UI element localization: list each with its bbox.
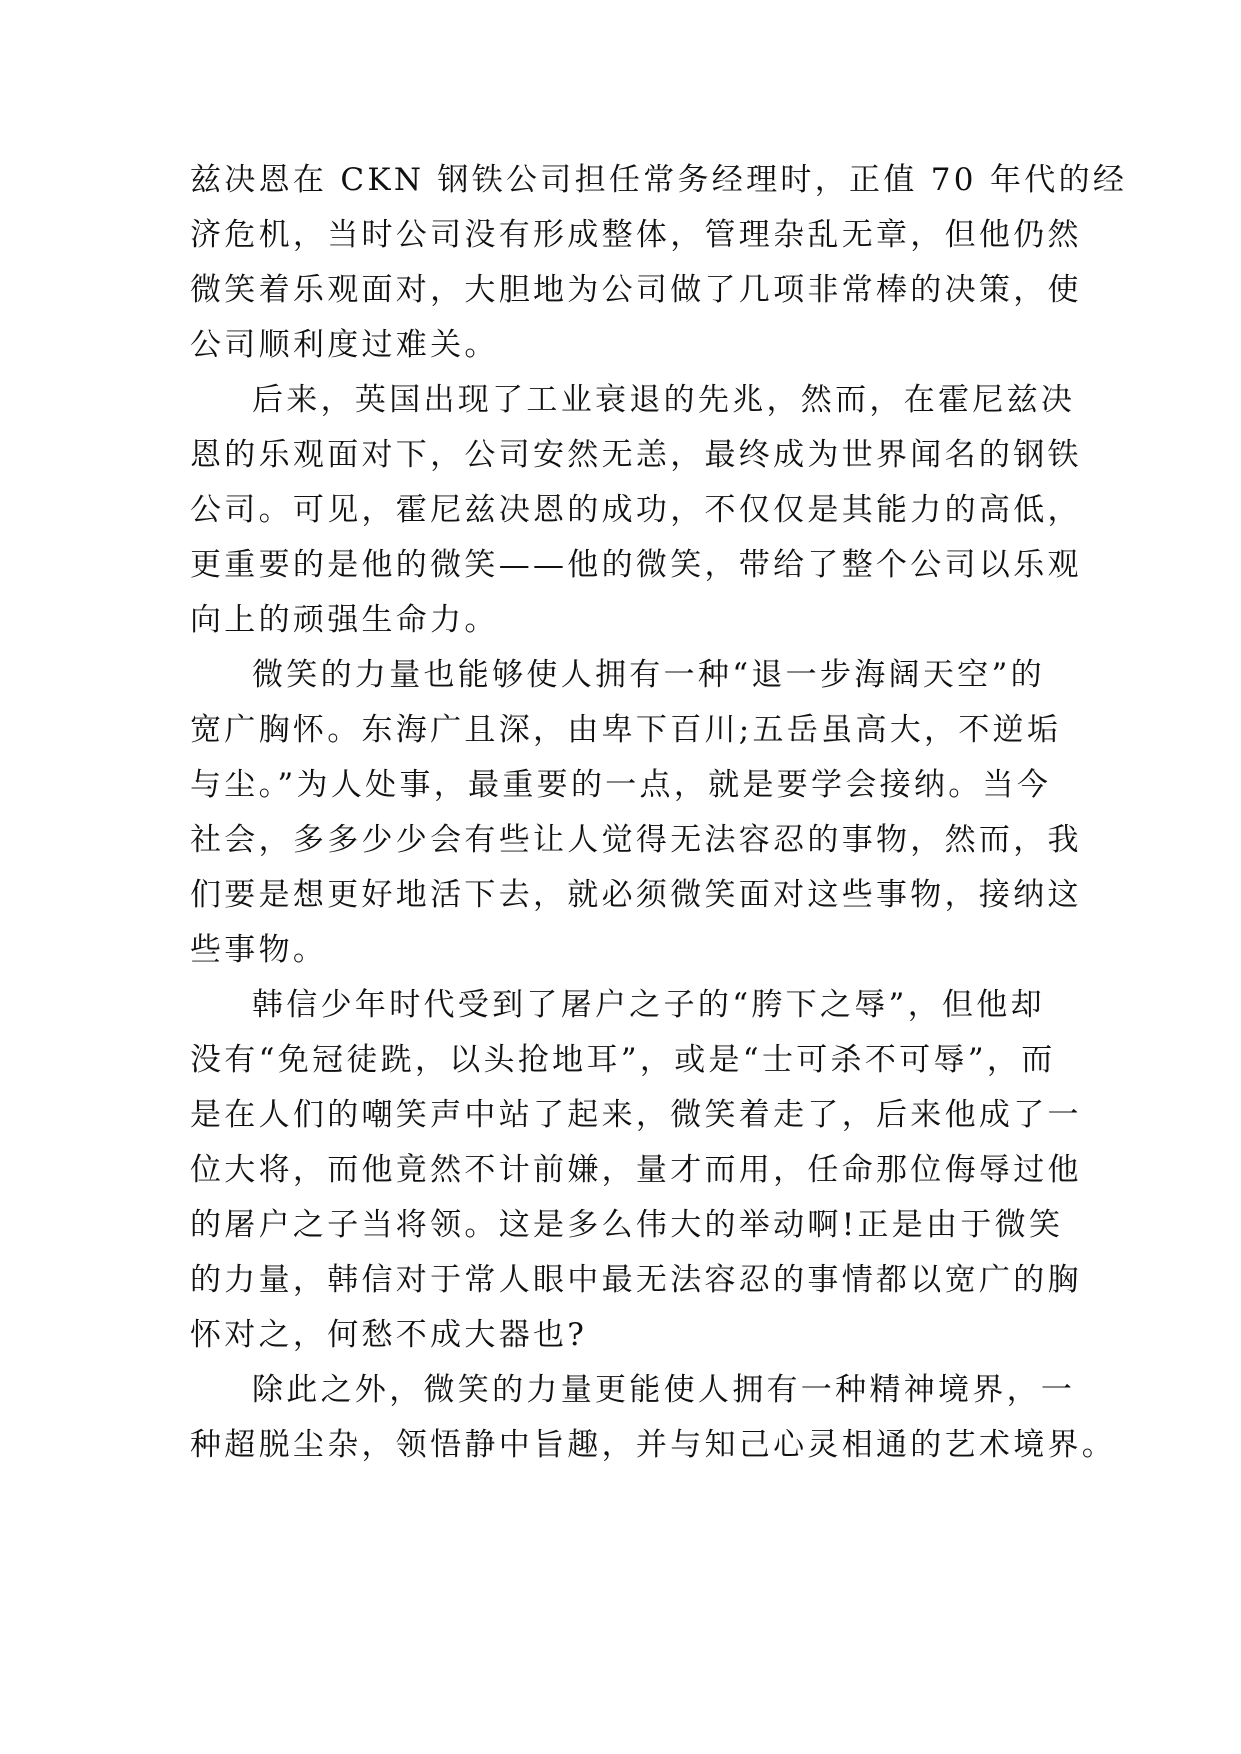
text-line: 微笑着乐观面对，大胆地为公司做了几项非常棒的决策，使 bbox=[190, 272, 1082, 308]
paragraph-first-line: 后来，英国出现了工业衰退的先兆，然而，在霍尼兹决 bbox=[252, 382, 1076, 418]
text-line: 与尘。”为人处事，最重要的一点，就是要学会接纳。当今 bbox=[190, 767, 1052, 803]
text-line: 的力量，韩信对于常人眼中最无法容忍的事情都以宽广的胸 bbox=[190, 1262, 1082, 1298]
text-line: 的屠户之子当将领。这是多么伟大的举动啊!正是由于微笑 bbox=[190, 1207, 1064, 1243]
paragraph-first-line: 微笑的力量也能够使人拥有一种“退一步海阔天空”的 bbox=[252, 657, 1045, 693]
paragraph-first-line: 除此之外，微笑的力量更能使人拥有一种精神境界，一 bbox=[252, 1372, 1076, 1408]
text-line: 宽广胸怀。东海广且深，由卑下百川;五岳虽高大，不逆垢 bbox=[190, 712, 1062, 748]
text-line: 位大将，而他竟然不计前嫌，量才而用，任命那位侮辱过他 bbox=[190, 1152, 1082, 1188]
text-line: 没有“免冠徒跣，以头抢地耳”，或是“士可杀不可辱”，而 bbox=[190, 1042, 1056, 1078]
text-line: 恩的乐观面对下，公司安然无恙，最终成为世界闻名的钢铁 bbox=[190, 437, 1082, 473]
text-line: 些事物。 bbox=[190, 932, 328, 968]
text-line: 兹决恩在 CKN 钢铁公司担任常务经理时，正值 70 年代的经 bbox=[190, 162, 1128, 198]
text-line: 种超脱尘杂，领悟静中旨趣，并与知己心灵相通的艺术境界。 bbox=[190, 1427, 1117, 1463]
text-line: 是在人们的嘲笑声中站了起来，微笑着走了，后来他成了一 bbox=[190, 1097, 1082, 1133]
text-line: 更重要的是他的微笑——他的微笑，带给了整个公司以乐观 bbox=[190, 547, 1082, 583]
text-line: 向上的顽强生命力。 bbox=[190, 602, 499, 638]
text-line: 公司。可见，霍尼兹决恩的成功，不仅仅是其能力的高低， bbox=[190, 492, 1082, 528]
text-line: 们要是想更好地活下去，就必须微笑面对这些事物，接纳这 bbox=[190, 877, 1082, 913]
paragraph-first-line: 韩信少年时代受到了屠户之子的“胯下之辱”，但他却 bbox=[252, 987, 1045, 1023]
text-line: 怀对之，何愁不成大器也? bbox=[190, 1317, 588, 1353]
text-line: 社会，多多少少会有些让人觉得无法容忍的事物，然而，我 bbox=[190, 822, 1082, 858]
text-line: 公司顺利度过难关。 bbox=[190, 327, 499, 363]
text-line: 济危机，当时公司没有形成整体，管理杂乱无章，但他仍然 bbox=[190, 217, 1082, 253]
